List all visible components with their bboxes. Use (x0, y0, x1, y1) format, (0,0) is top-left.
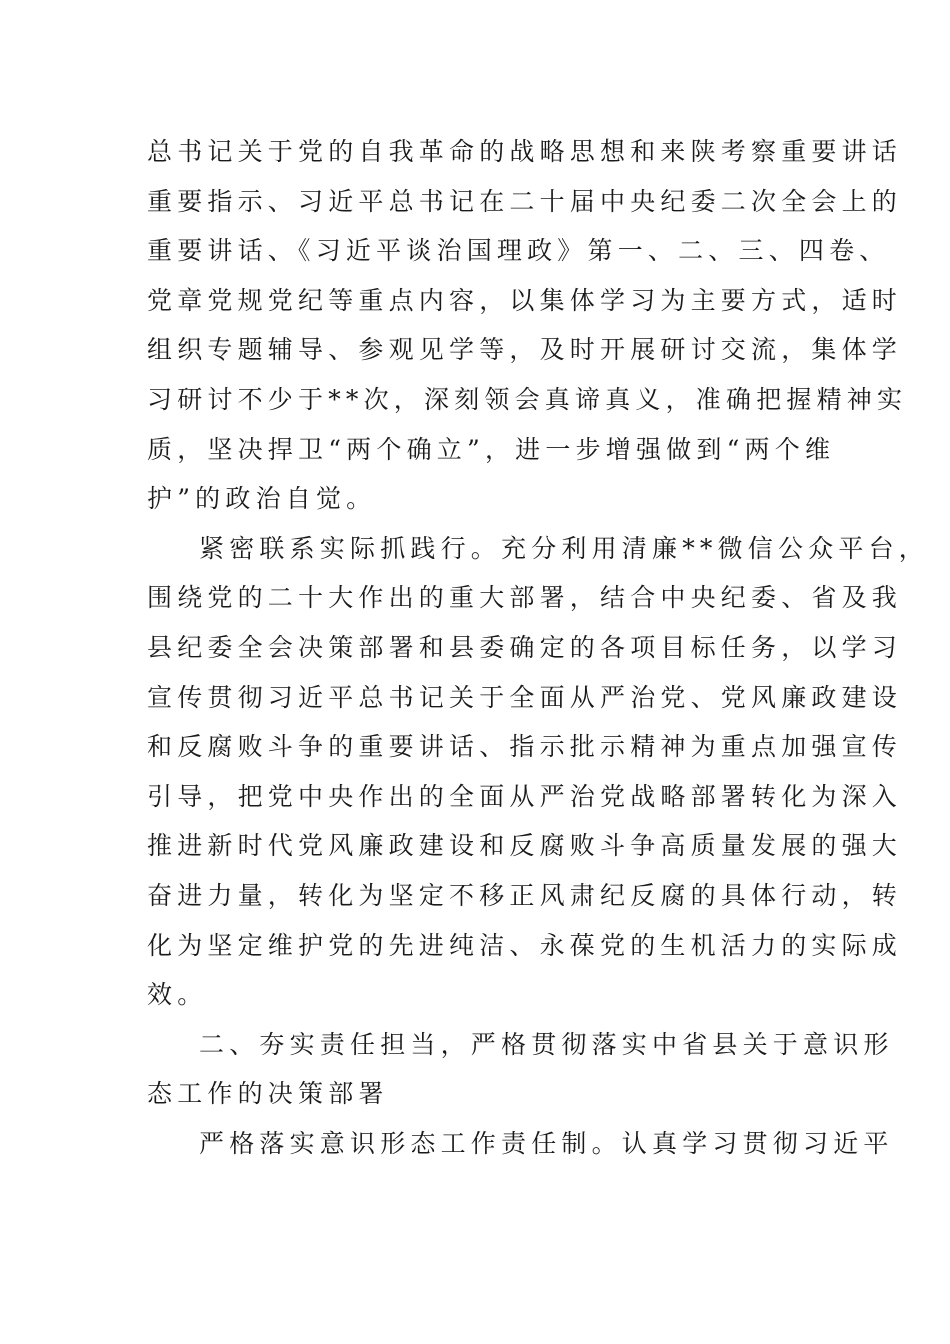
text-line: 推进新时代党风廉政建设和反腐败斗争高质量发展的强大 (147, 831, 903, 861)
text-line: 重要讲话、《习近平谈治国理政》第一、二、三、四卷、 (147, 236, 890, 266)
paragraph-practice (147, 524, 930, 1020)
text-line: 和反腐败斗争的重要讲话、指示批示精神为重点加强宣传 (147, 732, 903, 762)
text-line: 重要指示、习近平总书记在二十届中央纪委二次全会上的 (147, 186, 903, 216)
text-line: 围绕党的二十大作出的重大部署，结合中央纪委、省及我 (147, 583, 903, 613)
text-line: 质，坚决捍卫“两个确立”，进一步增强做到“两个维 (147, 434, 836, 464)
text-line: 严格落实意识形态工作责任制。认真学习贯彻习近平 (199, 1128, 894, 1158)
text-line: 习研讨不少于**次，深刻领会真谛真义，准确把握精神实 (147, 384, 908, 414)
heading-line: 二、夯实责任担当，严格贯彻落实中省县关于意识形 (199, 1029, 894, 1059)
text-line: 党章党规党纪等重点内容，以集体学习为主要方式，适时 (147, 285, 903, 315)
heading-line: 态工作的决策部署 (147, 1079, 389, 1109)
paragraph-responsibility (147, 1119, 894, 1169)
text-line: 引导，把党中央作出的全面从严治党战略部署转化为深入 (147, 781, 903, 811)
text-line: 化为坚定维护党的先进纯洁、永葆党的生机活力的实际成 (147, 930, 903, 960)
text-line: 宣传贯彻习近平总书记关于全面从严治党、党风廉政建设 (147, 682, 903, 712)
text-line: 护”的政治自觉。 (147, 484, 377, 514)
section-heading-2 (147, 1020, 894, 1119)
paragraph-study-content (147, 127, 908, 524)
text-line: 紧密联系实际抓践行。充分利用清廉**微信公众平台， (199, 533, 930, 563)
document-body (147, 127, 930, 1168)
text-line: 奋进力量，转化为坚定不移正风肃纪反腐的具体行动，转 (147, 880, 903, 910)
text-line: 总书记关于党的自我革命的战略思想和来陕考察重要讲话 (147, 137, 903, 166)
text-line: 县纪委全会决策部署和县委确定的各项目标任务，以学习 (147, 632, 903, 662)
text-line: 组织专题辅导、参观见学等，及时开展研讨交流，集体学 (147, 335, 903, 365)
text-line: 效。 (147, 980, 208, 1010)
